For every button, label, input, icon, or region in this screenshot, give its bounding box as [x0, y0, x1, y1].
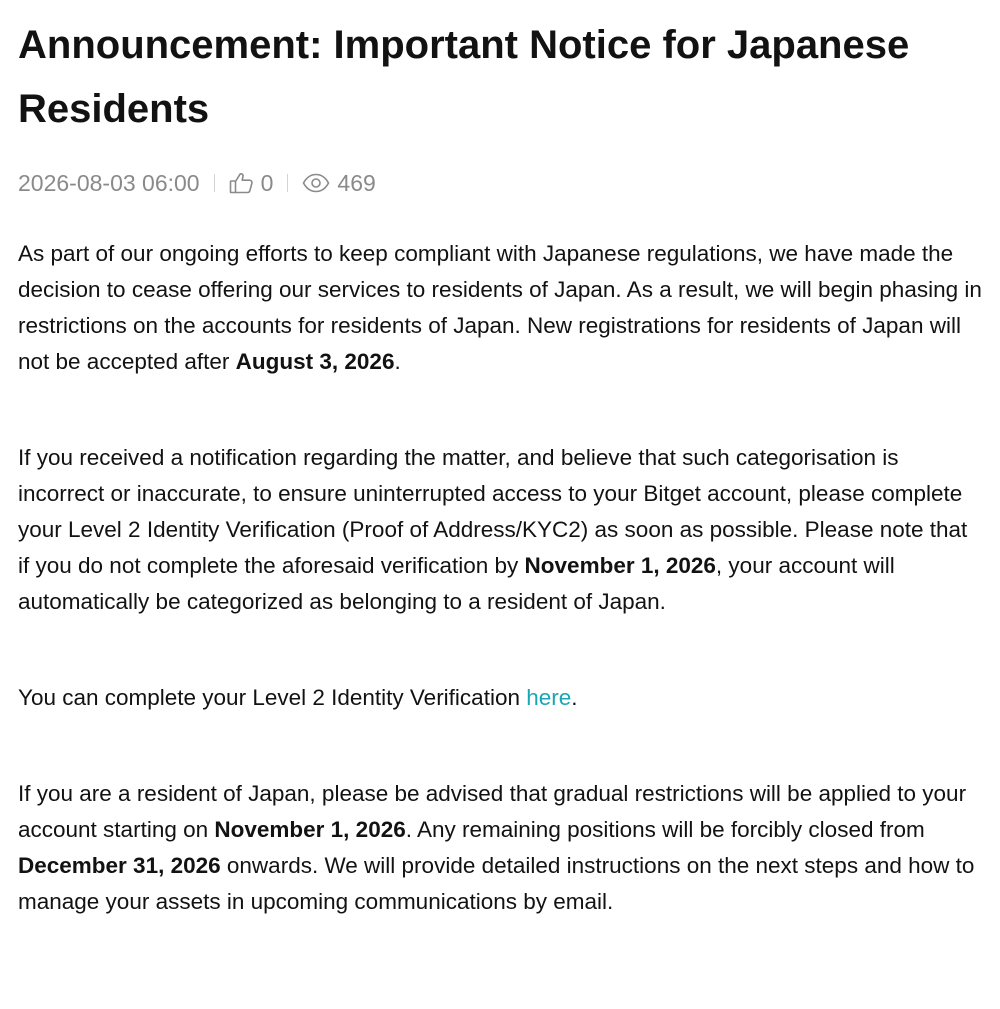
publish-date: 2026-08-03 06:00 [18, 169, 200, 196]
paragraph-resident-notice [18, 776, 982, 920]
paragraph-restrictions [18, 236, 982, 380]
paragraph-text: If you received a notification regarding the matter, and believe that such categorisation is incorrect or inaccurate, to ensure uninterrupted access to your Bitget account, please complete your Level 2 Identity Verification (Proof of Address/KYC2) as soon as possible. Please note that if you do not complete the aforesaid verification by [18, 445, 968, 578]
like-count: 0 [260, 169, 274, 196]
meta-divider [287, 174, 288, 192]
date-highlight: November 1, 2026 [524, 553, 716, 578]
paragraph-verification [18, 440, 982, 620]
page-title: Announcement: Important Notice for Japanese Residents [18, 23, 910, 131]
article-meta [18, 168, 982, 198]
paragraph-text: . [394, 349, 401, 374]
date-highlight: December 31, 2026 [18, 853, 221, 878]
paragraph-text: . Any remaining positions will be forcibly closed from [405, 817, 925, 842]
paragraph-verify-link [18, 680, 982, 716]
paragraph-text: As part of our ongoing efforts to keep compliant with Japanese regulations, we have made the decision to cease offering our services to residents of Japan. As a result, we will begin phasing in restrictions on the accounts for residents of Japan. New registrations for residents of Japan will not be accepted after [18, 241, 982, 374]
paragraph-text: You can complete your Level 2 Identity Verification [18, 685, 527, 710]
date-highlight: August 3, 2026 [235, 349, 395, 374]
date-highlight: November 1, 2026 [214, 817, 406, 842]
eye-icon [302, 173, 330, 193]
meta-divider [214, 174, 215, 192]
paragraph-text: onwards. We will provide detailed instructions on the next steps and how to manage your assets in upcoming communications by email. [18, 853, 975, 914]
paragraph-text: . [571, 685, 578, 710]
paragraph-text: , your account will automatically be categorized as belonging to a resident of Japan. [18, 553, 895, 614]
view-count: 469 [337, 169, 376, 196]
paragraph-text: If you are a resident of Japan, please be advised that gradual restrictions will be applied to your account starting on [18, 781, 967, 842]
verification-here-link[interactable]: here [526, 685, 572, 710]
thumbs-up-icon[interactable] [229, 172, 254, 194]
